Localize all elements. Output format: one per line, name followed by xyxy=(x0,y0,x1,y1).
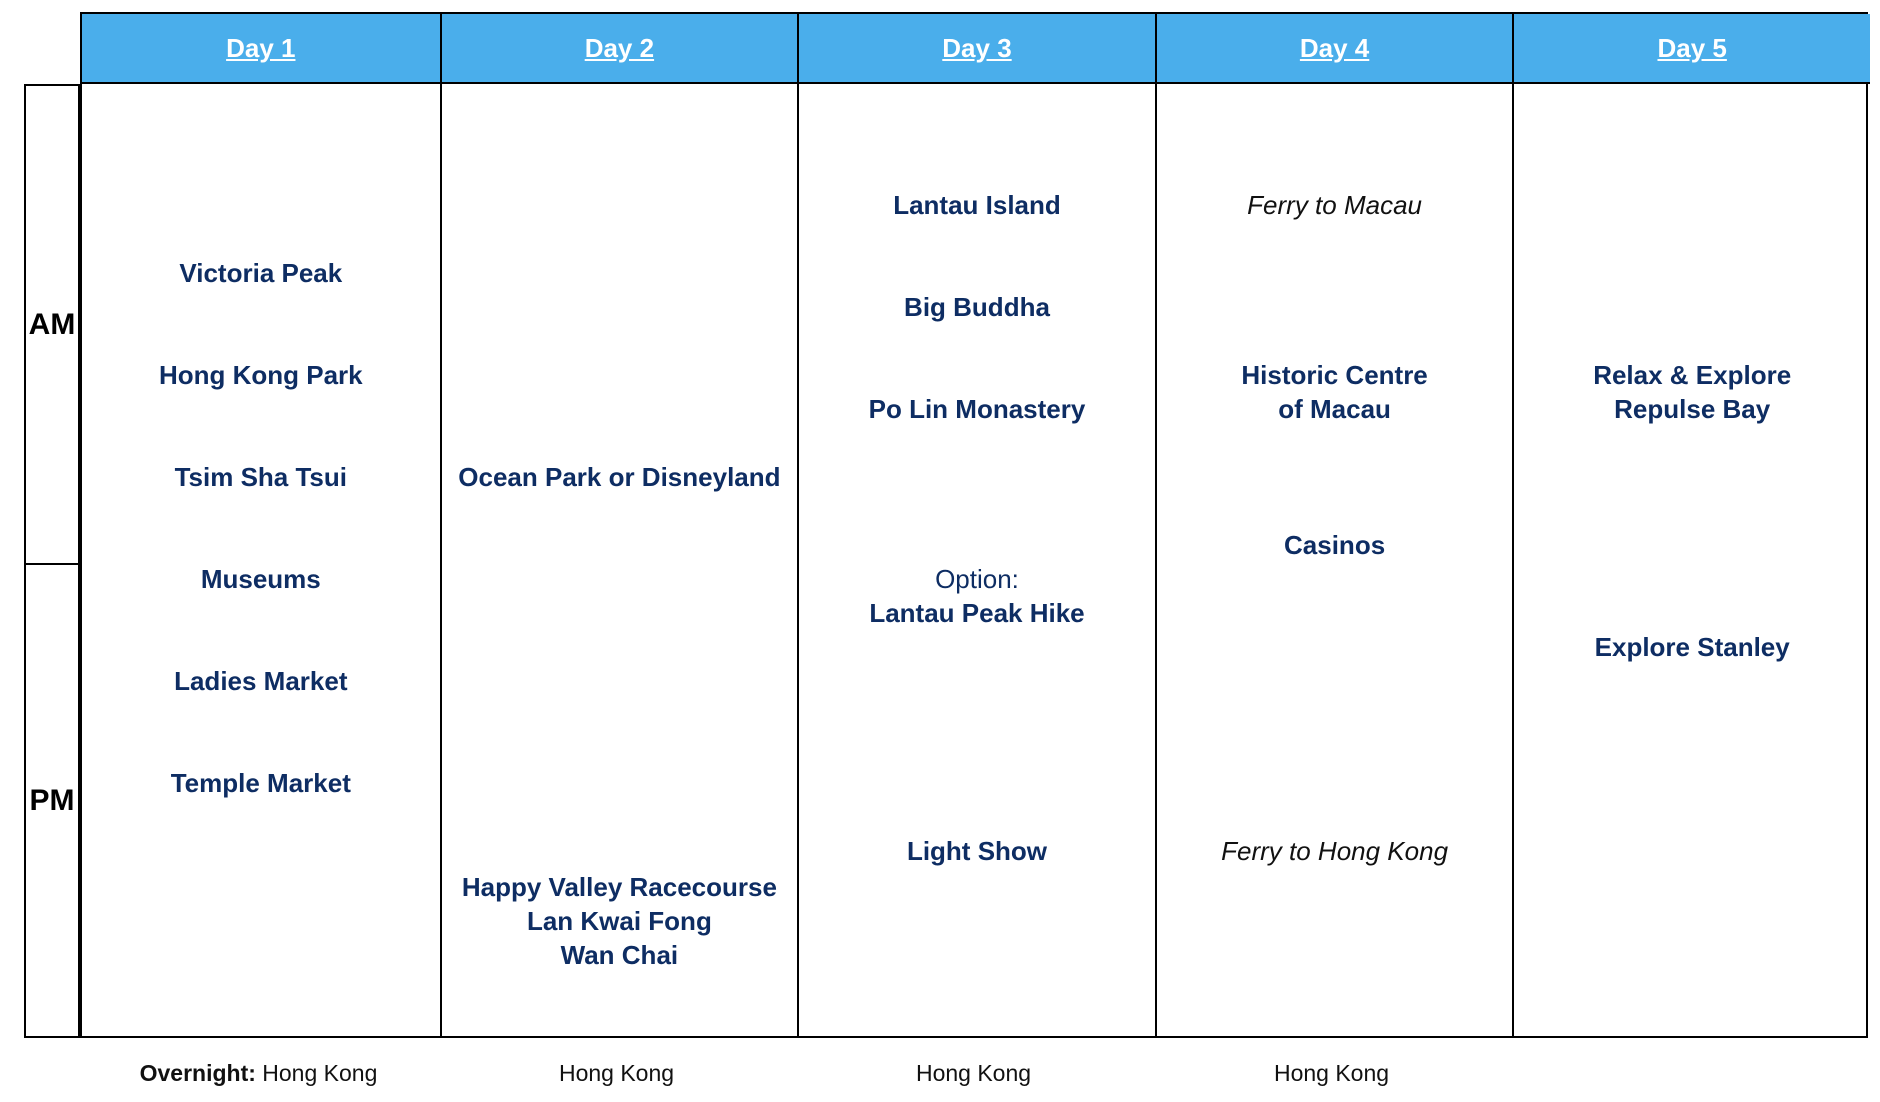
activity-explore-stanley: Explore Stanley xyxy=(1594,632,1790,662)
overnight-day-4 xyxy=(1153,1060,1510,1087)
pm-label: PM xyxy=(29,784,75,817)
activity-ocean-park: Ocean Park or Disneyland xyxy=(458,462,781,492)
activity-temple-market: Temple Market xyxy=(170,768,351,798)
overnight-label: Overnight: xyxy=(139,1060,256,1086)
am-label: AM xyxy=(28,308,76,341)
overnight-value-4: Hong Kong xyxy=(1273,1060,1390,1086)
relax-line-2: Repulse Bay xyxy=(1614,394,1771,424)
day-5-column xyxy=(1512,14,1870,1036)
overnight-value-1: Hong Kong xyxy=(262,1060,378,1086)
overnight-day-3 xyxy=(795,1060,1152,1087)
activity-relax-repulse-bay xyxy=(1514,358,1870,426)
day-4-header-label[interactable]: Day 4 xyxy=(1299,32,1370,63)
activity-historic-centre xyxy=(1157,358,1513,426)
activity-casinos: Casinos xyxy=(1284,530,1386,560)
relax-line-1: Relax & Explore xyxy=(1593,360,1792,390)
day-3-header xyxy=(799,14,1155,84)
day-3-column xyxy=(797,14,1155,1036)
activity-ladies-market: Ladies Market xyxy=(174,666,348,696)
period-labels xyxy=(24,84,80,1038)
day-2-header xyxy=(442,14,798,84)
overnight-day-2 xyxy=(438,1060,795,1087)
overnight-value-3: Hong Kong xyxy=(915,1060,1032,1086)
activity-museums: Museums xyxy=(200,564,321,594)
itinerary-table xyxy=(80,12,1868,1038)
historic-centre-line-1: Historic Centre xyxy=(1241,360,1428,390)
day-2-column xyxy=(440,14,798,1036)
am-pm-divider xyxy=(26,563,78,565)
option-label: Option: xyxy=(935,564,1019,594)
activity-big-buddha: Big Buddha xyxy=(904,292,1050,322)
activity-po-lin-monastery: Po Lin Monastery xyxy=(868,394,1086,424)
activity-light-show: Light Show xyxy=(906,836,1048,866)
day-5-header xyxy=(1514,14,1870,84)
activity-happy-valley: Happy Valley Racecourse xyxy=(461,872,777,902)
historic-centre-line-2: of Macau xyxy=(1278,394,1391,424)
activity-victoria-peak: Victoria Peak xyxy=(179,258,343,288)
activity-lan-kwai-fong: Lan Kwai Fong xyxy=(526,906,712,936)
activity-tsim-sha-tsui: Tsim Sha Tsui xyxy=(174,462,347,492)
activity-lantau-island: Lantau Island xyxy=(893,190,1061,220)
activity-night-group xyxy=(442,870,798,972)
day-1-column xyxy=(82,14,440,1036)
overnight-day-1 xyxy=(80,1060,437,1087)
day-1-header-label[interactable]: Day 1 xyxy=(226,32,296,63)
day-3-header-label[interactable]: Day 3 xyxy=(942,32,1012,63)
day-1-header xyxy=(82,14,440,84)
day-4-header xyxy=(1157,14,1513,84)
activity-ferry-to-macau: Ferry to Macau xyxy=(1247,190,1422,220)
activity-lantau-peak-hike: Lantau Peak Hike xyxy=(869,598,1085,628)
overnight-value-2: Hong Kong xyxy=(558,1060,675,1086)
day-5-header-label[interactable]: Day 5 xyxy=(1657,32,1727,63)
activity-option-group xyxy=(799,562,1155,630)
activity-hong-kong-park: Hong Kong Park xyxy=(158,360,363,390)
day-4-column xyxy=(1155,14,1513,1036)
activity-ferry-to-hong-kong: Ferry to Hong Kong xyxy=(1221,836,1449,866)
day-2-header-label[interactable]: Day 2 xyxy=(584,32,655,63)
activity-wan-chai: Wan Chai xyxy=(560,940,679,970)
